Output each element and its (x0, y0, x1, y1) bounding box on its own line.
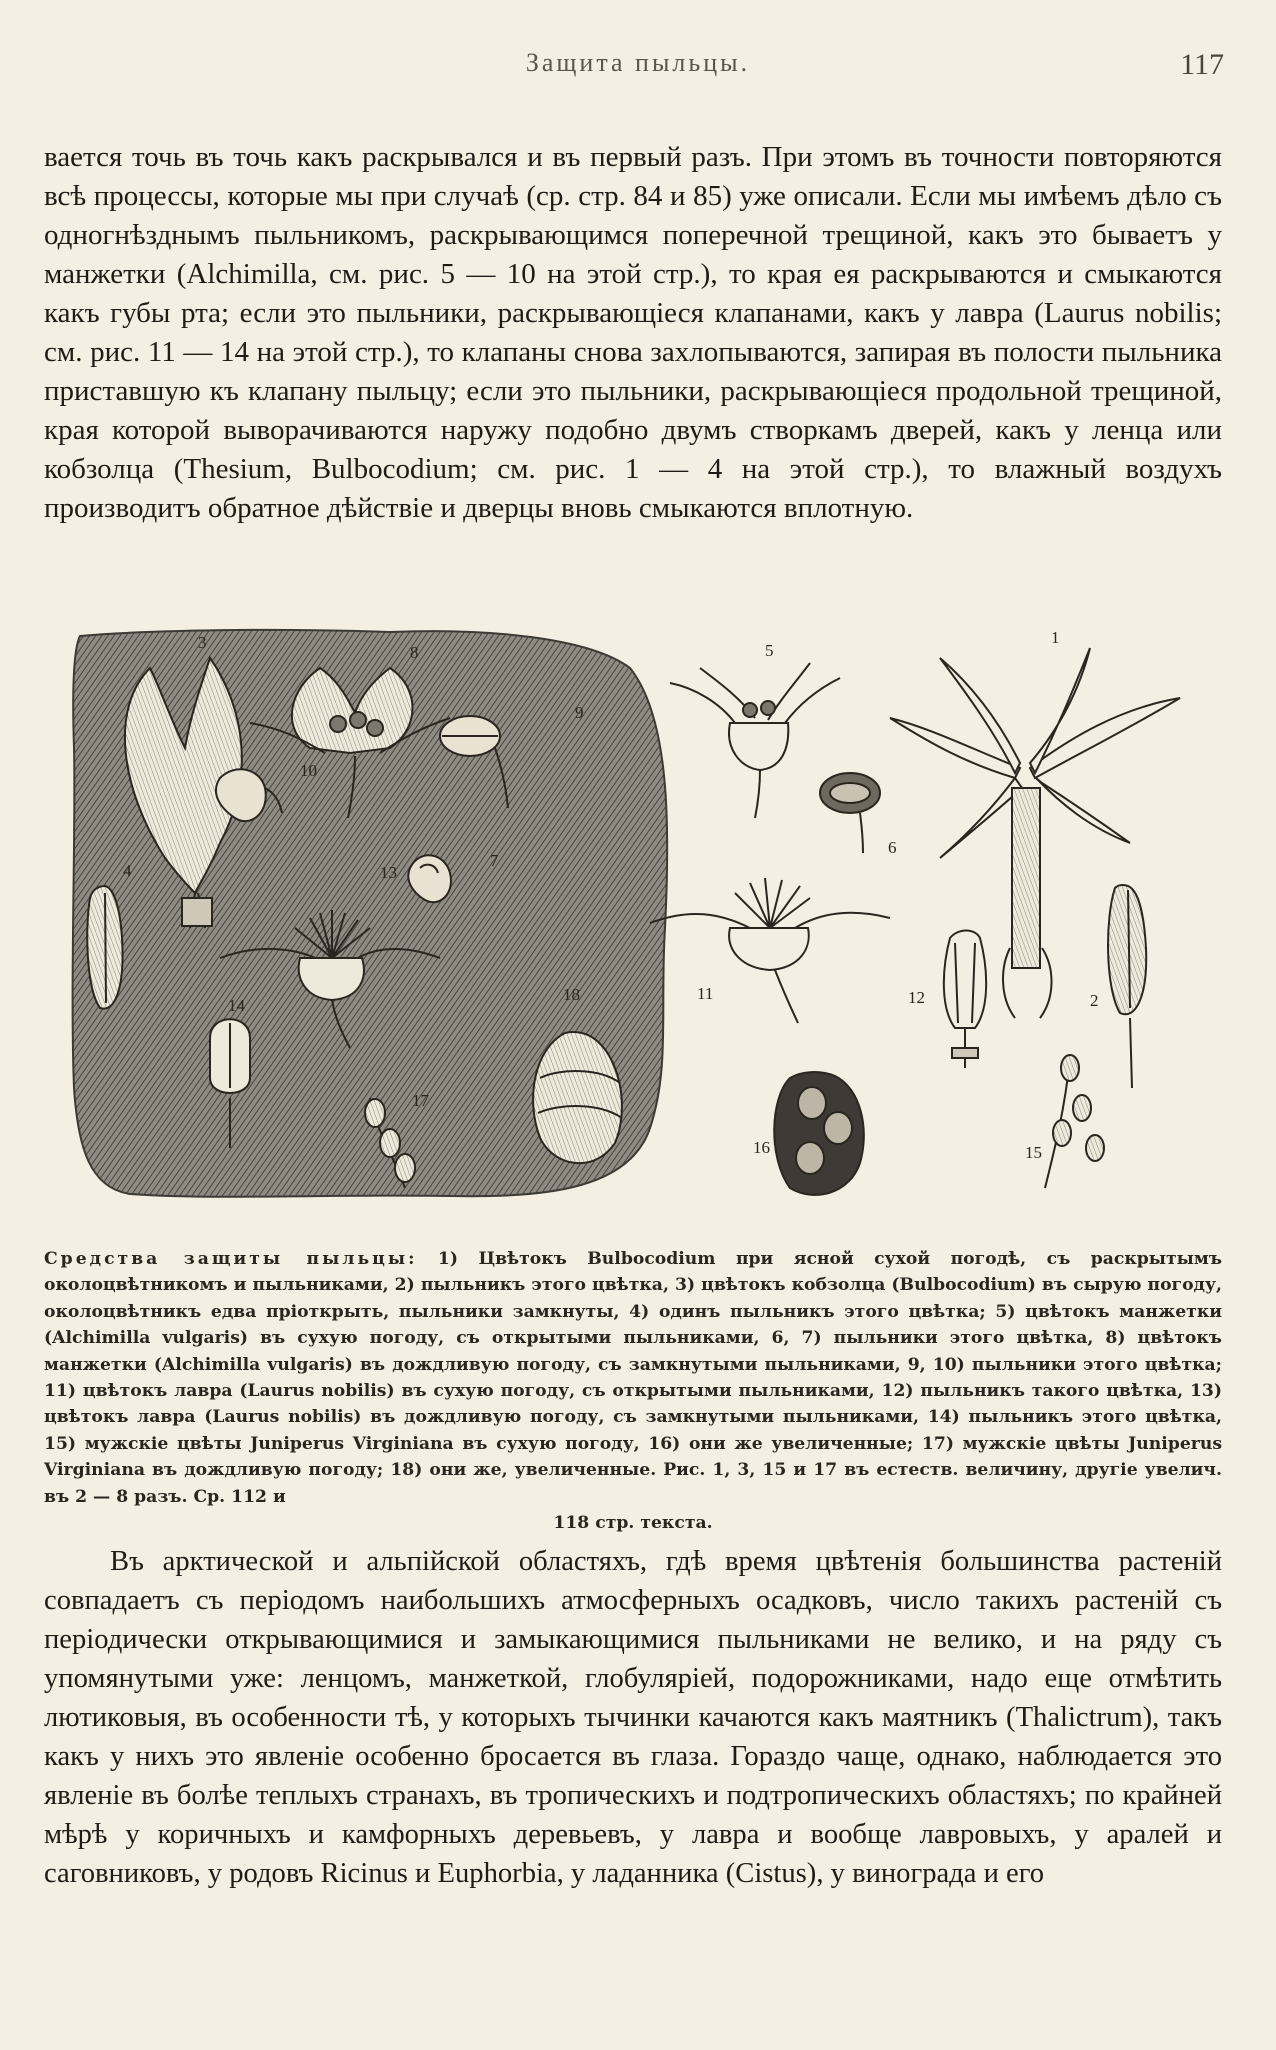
illustration-svg (70, 628, 1226, 1202)
label-13: 13 (380, 863, 397, 882)
figure-5-flower (670, 663, 840, 818)
label-16: 16 (753, 1138, 770, 1157)
label-2: 2 (1090, 991, 1099, 1010)
page-header (0, 48, 1276, 88)
label-6: 6 (888, 838, 897, 857)
page-number: 117 (1180, 48, 1224, 81)
label-8: 8 (410, 643, 419, 662)
label-4: 4 (123, 861, 132, 880)
caption-body: 1) Цвѣтокъ Bulbocodium при ясной сухой погодѣ, съ раскрытымъ околоцвѣтникомъ и пыльниками, 2) пыльникъ этого цвѣтка, 3) цвѣтокъ кобзолца (Bulbocodium) въ сырую погоду, околоцвѣтникъ едва пріоткрыть, пыльники замкнуты, 4) одинъ пыльникъ этого цвѣтка; 5) цвѣтокъ манжетки (Alchimilla vulgaris) въ сухую погоду, съ открытыми пыльниками, 6, 7) пыльники этого цвѣтка, 8) цвѣтокъ манжетки (Alchimilla vulgaris) въ дождливую погоду, съ замкнутыми пыльниками, 9, 10) пыльники этого цвѣтка; 11) цвѣтокъ лавра (Laurus nobilis) въ сухую погоду, съ открытыми пыльниками, 12) пыльникъ такого цвѣтка, 13) цвѣтокъ лавра (Laurus nobilis) въ дождливую погоду, съ замкнутыми пыльниками, 14) пыльникъ этого цвѣтка, 15) мужскіе цвѣты Juniperus Virginiana въ сухую погоду, 16) они же увеличенные; 17) мужскіе цвѣты Juniperus Virginiana въ дождливую погоду; 18) они же, увеличенные. Рис. 1, 3, 15 и 17 въ естеств. величину, другіе увелич. въ 2 — 8 разъ. Ср. 112 и (44, 1249, 1223, 1507)
figure-16-cone (774, 1072, 864, 1195)
label-10: 10 (300, 761, 317, 780)
label-3: 3 (198, 633, 207, 652)
figure-11-flower (650, 878, 890, 1023)
figure-2-anther (1108, 885, 1146, 1088)
figure-6-anther (820, 773, 880, 853)
body-paragraph-1: вается точь въ точь какъ раскрывался и въ первый разъ. При этомъ въ точности повторяются всѣ процессы, которые мы при случаѣ (ср. стр. 84 и 85) уже описали. Если мы имѣемъ дѣло съ одногнѣзднымъ пыльникомъ, раскрывающимся поперечной трещиной, какъ это бываетъ у манжетки (Alchimilla, см. рис. 5 — 10 на этой стр.), то края ея раскрываются и смыкаются какъ губы рта; если это пыльники, раскрывающіеся клапанами, какъ у лавра (Laurus nobilis; см. рис. 11 — 14 на этой стр.), то клапаны снова захлопываются, запирая въ полости пыльника приставшую къ клапану пыльцу; если это пыльники, раскрывающіеся продольной трещиной, края которой выворачиваются наружу подобно двумъ створкамъ дверей, какъ у ленца или кобзолца (Thesium, Bulbocodium; см. рис. 1 — 4 на этой стр.), то влажный воздухъ производитъ обратное дѣйствіе и дверцы вновь смыкаются вплотную. (44, 141, 1222, 524)
caption-last-line: 118 стр. текста. (553, 1513, 713, 1534)
label-14: 14 (228, 996, 245, 1015)
caption-lead: Средства защиты пыльцы: (44, 1249, 418, 1269)
label-1: 1 (1051, 628, 1060, 647)
botanical-illustration (70, 628, 1226, 1202)
figure-15-branch (1045, 1055, 1104, 1188)
label-9: 9 (575, 703, 584, 722)
label-15: 15 (1025, 1143, 1042, 1162)
label-11: 11 (697, 984, 714, 1003)
label-12: 12 (908, 988, 925, 1007)
figure-12-anther (944, 931, 986, 1069)
label-7: 7 (490, 851, 499, 870)
body-paragraph-2: Въ арктической и альпійской областяхъ, гдѣ время цвѣтенія большинства растеній совпадаетъ съ періодомъ наибольшихъ атмосферныхъ осадковъ, число такихъ растеній съ періодически открывающимися и замыкающимися пыльниками не велико, и на ряду съ упомянутыми уже: ленцомъ, манжеткой, глобуляріей, подорожниками, надо еще отмѣтить лютиковыя, въ особенности тѣ, у которыхъ тычинки качаются какъ маятникъ (Thalictrum), такъ какъ у нихъ это явленіе особенно бросается въ глаза. Гораздо чаще, однако, наблюдается это явленіе въ болѣе теплыхъ странахъ, въ тропическихъ и подтропическихъ областяхъ; по крайней мѣрѣ у коричныхъ и камфорныхъ деревьевъ, у лавра и вообще лавровыхъ, у аралей и саговниковъ, у родовъ Ricinus и Euphorbia, у ладанника (Cistus), у винограда и его (44, 1546, 1222, 1889)
label-5: 5 (765, 641, 774, 660)
figure-4-anther (87, 886, 122, 1009)
running-title: Защита пыльцы. (525, 48, 751, 77)
figure-caption (44, 1246, 1222, 1536)
label-18: 18 (563, 985, 580, 1004)
label-17: 17 (412, 1091, 429, 1110)
